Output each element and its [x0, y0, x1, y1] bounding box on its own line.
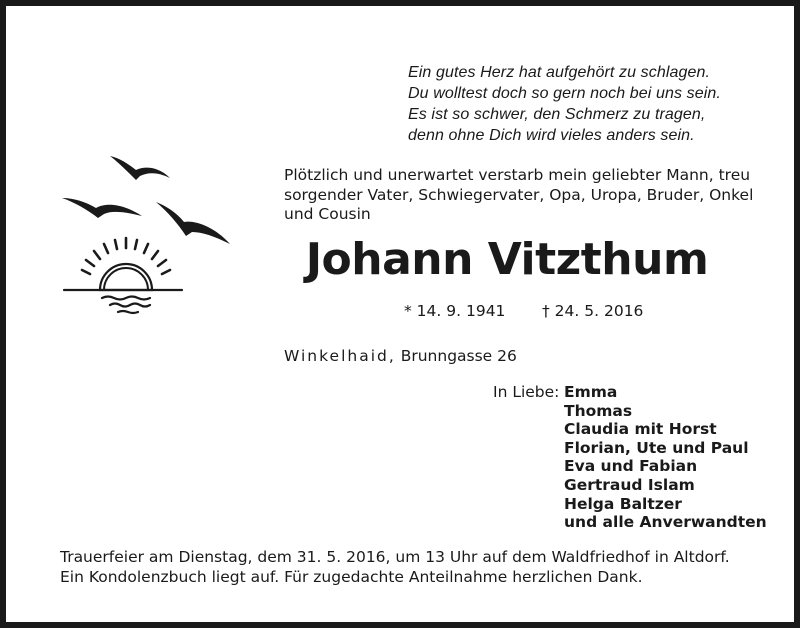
announcement-line: und Cousin — [284, 205, 371, 223]
mourner-name: Eva und Fabian — [564, 457, 698, 476]
mourner-name: Florian, Ute und Paul — [564, 438, 749, 457]
poem-line: Du wolltest doch so gern noch bei uns sein. — [408, 85, 721, 102]
address — [284, 347, 517, 365]
mourner-name: Emma — [564, 383, 618, 401]
mourner-name: Helga Baltzer — [564, 494, 682, 513]
mourner-name: Claudia mit Horst — [564, 420, 717, 439]
footer-text — [60, 547, 730, 587]
announcement-text — [284, 166, 754, 225]
announcement-line: sorgender Vater, Schwiegervater, Opa, Uropa, Bruder, Onkel — [284, 185, 754, 204]
poem-line: Es ist so schwer, den Schmerz zu tragen, — [408, 106, 706, 123]
poem-line: denn ohne Dich wird vieles anders sein. — [408, 127, 695, 144]
poem-line: Ein gutes Herz hat aufgehört zu schlagen. — [408, 64, 711, 81]
funeral-info: Trauerfeier am Dienstag, dem 31. 5. 2016, um 13 Uhr auf dem Waldfriedhof in Altdorf. — [60, 548, 730, 566]
mourner-name: Thomas — [564, 401, 633, 420]
mourner-name: Gertraud Islam — [564, 475, 695, 494]
death-date: † 24. 5. 2016 — [542, 302, 644, 320]
address-place: Winkelhaid, — [284, 347, 396, 365]
poem — [408, 62, 721, 146]
announcement-line: Plötzlich und unerwartet verstarb mein geliebter Mann, treu — [284, 166, 751, 184]
address-street: Brunngasse 26 — [400, 347, 517, 365]
birth-date: * 14. 9. 1941 — [404, 302, 506, 320]
condolence-info: Ein Kondolenzbuch liegt auf. Für zugedachte Anteilnahme herzlichen Dank. — [60, 568, 643, 586]
mourners-label: In Liebe: — [493, 383, 560, 401]
deceased-name: Johann Vitzthum — [305, 234, 709, 285]
mourners-list — [564, 383, 767, 532]
mourner-name: und alle Anverwandten — [564, 513, 767, 532]
